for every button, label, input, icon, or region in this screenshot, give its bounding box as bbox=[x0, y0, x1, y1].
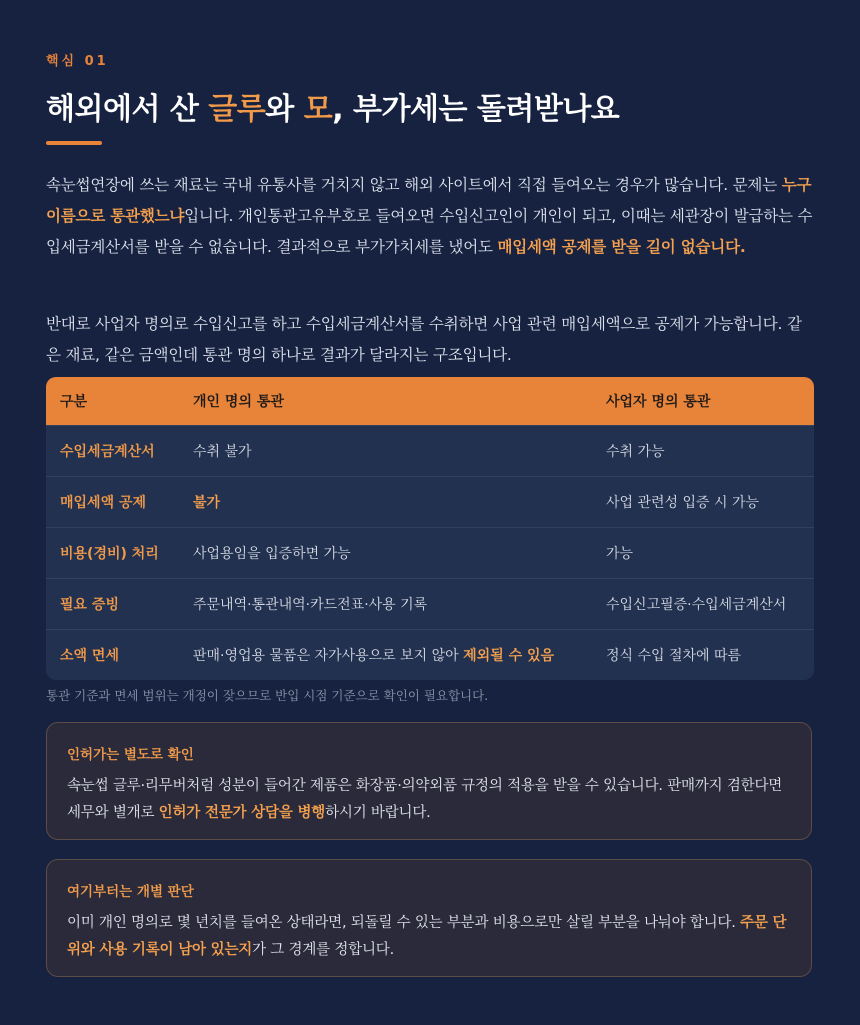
callout-body: 속눈썹 글루·리무버처럼 성분이 들어간 제품은 화장품·의약외품 규정의 적용을 받을 수 있습니다. 판매까지 겸한다면 세무와 별개로 bbox=[67, 778, 783, 821]
title-text: , 부가세는 돌려받나요 bbox=[332, 92, 620, 127]
row-label: 비용(경비) 처리 bbox=[60, 546, 159, 562]
callout-text bbox=[67, 910, 791, 964]
row-label: 소액 면세 bbox=[60, 648, 119, 664]
page-title bbox=[46, 84, 619, 128]
business-cell: 수입신고필증·수입세금계산서 bbox=[606, 597, 787, 613]
personal-cell-highlight: 제외될 수 있음 bbox=[463, 648, 555, 664]
callout-text bbox=[67, 773, 791, 827]
personal-cell: 주문내역·통관내역·카드전표·사용 기록 bbox=[193, 597, 428, 613]
section-eyebrow: 핵심 01 bbox=[46, 54, 109, 69]
personal-cell: 불가 bbox=[193, 495, 221, 511]
business-cell: 사업 관련성 입증 시 가능 bbox=[606, 495, 760, 511]
intro-text: 입니다. 개인통관고유부호로 들여오면 수입신고인이 개인이 되고, 이때는 세관장이 발급하는 수입세금계산서를 받을 수 없습니다. 결과적으로 부가가치세를 냈어도 bbox=[46, 207, 813, 256]
row-label: 수입세금계산서 bbox=[60, 444, 155, 460]
business-cell: 가능 bbox=[606, 546, 634, 562]
intro-text: 속눈썹연장에 쓰는 재료는 국내 유통사를 거치지 않고 해외 사이트에서 직접 들여오는 경우가 많습니다. 문제는 bbox=[46, 176, 782, 194]
table-row bbox=[46, 425, 814, 476]
callout-title: 인허가는 별도로 확인 bbox=[67, 747, 194, 763]
personal-cell: 수취 불가 bbox=[193, 444, 252, 460]
table-footnote: 통관 기준과 면세 범위는 개정이 잦으므로 반입 시점 기준으로 확인이 필요합니다. bbox=[46, 688, 489, 703]
callout-highlight: 인허가 전문가 상담을 병행 bbox=[158, 805, 326, 821]
title-underline bbox=[46, 141, 102, 145]
table-row bbox=[46, 629, 814, 680]
comparison-table bbox=[46, 377, 814, 680]
intro-highlight: 매입세액 공제를 받을 길이 없습니다. bbox=[497, 238, 746, 256]
intro-paragraph-1 bbox=[46, 170, 814, 263]
callout-title: 여기부터는 개별 판단 bbox=[67, 884, 194, 900]
callout-individual-judgment bbox=[46, 859, 812, 977]
personal-cell-text: 판매·영업용 물품은 자가사용으로 보지 않아 bbox=[193, 648, 464, 664]
table-header-row bbox=[46, 377, 814, 425]
table-row bbox=[46, 527, 814, 578]
personal-cell bbox=[193, 645, 606, 665]
business-cell: 정식 수입 절차에 따름 bbox=[606, 648, 742, 664]
row-label: 필요 증빙 bbox=[60, 597, 119, 613]
intro-paragraph-2: 반대로 사업자 명의로 수입신고를 하고 수입세금계산서를 수취하면 사업 관련 매입세액으로 공제가 가능합니다. 같은 재료, 같은 금액인데 통관 명의 하나로 결과가 달라지는 구조입니다. bbox=[46, 315, 802, 364]
personal-cell: 사업용임을 입증하면 가능 bbox=[193, 546, 351, 562]
table-row bbox=[46, 476, 814, 527]
table-header-personal: 개인 명의 통관 bbox=[193, 394, 284, 410]
table-row bbox=[46, 578, 814, 629]
callout-highlight: 주문 단위와 사용 기록이 남아 있는지 bbox=[67, 915, 787, 958]
table-header-category: 구분 bbox=[60, 394, 88, 410]
callout-body: 이미 개인 명의로 몇 년치를 들여온 상태라면, 되돌릴 수 있는 부분과 비용으로만 살릴 부분을 나눠야 합니다. bbox=[67, 915, 741, 931]
title-highlight-hair: 모 bbox=[303, 92, 333, 127]
business-cell: 수취 가능 bbox=[606, 444, 665, 460]
callout-body: 하시기 바랍니다. bbox=[325, 805, 431, 821]
table-header-business: 사업자 명의 통관 bbox=[606, 394, 711, 410]
title-text: 해외에서 산 bbox=[46, 92, 209, 127]
callout-licensing bbox=[46, 722, 812, 840]
title-highlight-glue: 글루 bbox=[208, 92, 266, 127]
row-label: 매입세액 공제 bbox=[60, 495, 147, 511]
intro-highlight: 누구 이름으로 통관했느냐 bbox=[46, 176, 812, 225]
callout-body: 가 그 경계를 정합니다. bbox=[252, 942, 394, 958]
title-text: 와 bbox=[265, 92, 304, 127]
